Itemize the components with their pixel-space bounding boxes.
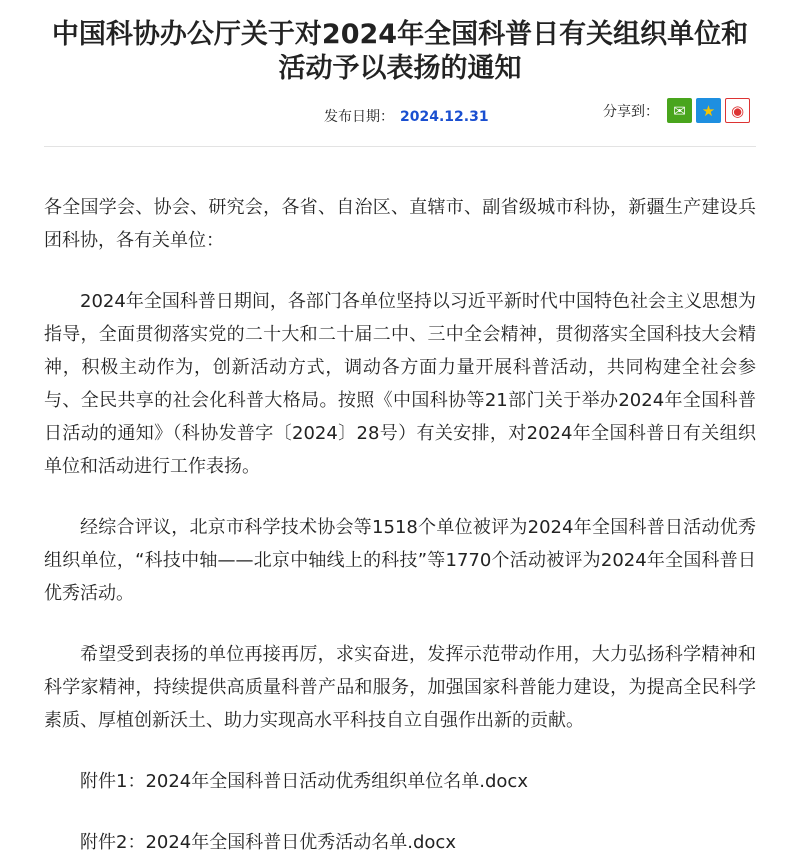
attachment-link[interactable]: 2024年全国科普日活动优秀组织单位名单.docx bbox=[145, 771, 528, 792]
share-bar bbox=[603, 98, 750, 123]
qzone-icon[interactable]: ★ bbox=[696, 98, 721, 123]
date-value: 2024.12.31 bbox=[400, 109, 489, 125]
article-meta bbox=[44, 98, 756, 138]
attachment-label: 附件2： bbox=[80, 832, 146, 853]
publish-date bbox=[324, 106, 489, 126]
attachment-label: 附件1： bbox=[80, 771, 146, 792]
wechat-icon[interactable]: ✉ bbox=[667, 98, 692, 123]
weibo-icon[interactable]: ◉ bbox=[725, 98, 750, 123]
page-title: 中国科协办公厅关于对2024年全国科普日有关组织单位和活动予以表扬的通知 bbox=[51, 19, 749, 84]
date-label: 发布日期： bbox=[324, 109, 394, 125]
paragraph: 希望受到表扬的单位再接再厉，求实奋进，发挥示范带动作用，大力弘扬科学精神和科学家精神，持续提供高质量科普产品和服务，加强国家科普能力建设，为提高全民科学素质、厚植创新沃土、助力实现高水平科技自立自强作出新的贡献。 bbox=[44, 644, 756, 731]
article bbox=[44, 0, 756, 859]
divider bbox=[44, 146, 756, 147]
share-label: 分享到： bbox=[603, 103, 659, 120]
paragraph: 经综合评议，北京市科学技术协会等1518个单位被评为2024年全国科普日活动优秀组织单位，“科技中轴——北京中轴线上的科技”等1770个活动被评为2024年全国科普日优秀活动。 bbox=[44, 517, 756, 604]
article-body bbox=[44, 191, 756, 859]
paragraph: 2024年全国科普日期间，各部门各单位坚持以习近平新时代中国特色社会主义思想为指导，全面贯彻落实党的二十大和二十届二中、三中全会精神，贯彻落实全国科技大会精神，积极主动作为，创新活动方式，调动各方面力量开展科普活动，共同构建全社会参与、全民共享的社会化科普大格局。按照《中国科协等21部门关于举办2024年全国科普日活动的通知》（科协发普字〔2024〕28号）有关安排，对2024年全国科普日有关组织单位和活动进行工作表扬。 bbox=[44, 291, 756, 477]
attachment-1 bbox=[44, 765, 756, 798]
salutation: 各全国学会、协会、研究会，各省、自治区、直辖市、副省级城市科协，新疆生产建设兵团科协，各有关单位： bbox=[44, 197, 756, 251]
attachment-link[interactable]: 2024年全国科普日优秀活动名单.docx bbox=[145, 832, 456, 853]
